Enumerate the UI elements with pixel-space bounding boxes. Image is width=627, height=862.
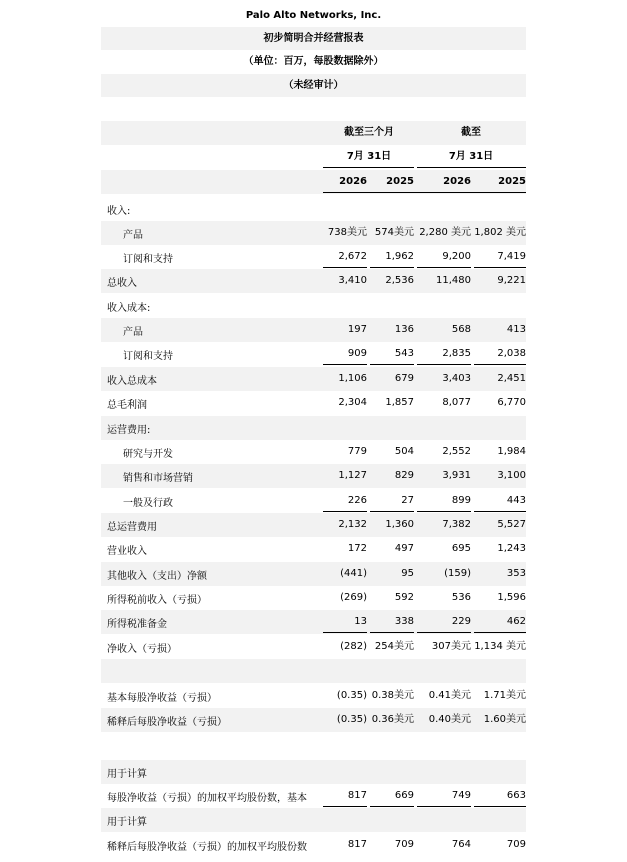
row-label: 收入总成本 xyxy=(107,375,157,387)
subtotal-rule xyxy=(474,806,526,807)
row-value-col-4: 2,038 xyxy=(497,348,526,359)
table-row xyxy=(101,221,526,245)
row-value-col-2: 574美元 xyxy=(374,227,414,238)
row-label: 净收入（亏损） xyxy=(107,643,177,655)
row-value-col-2: 95 xyxy=(401,568,414,579)
year-col-2: 2025 xyxy=(386,176,414,187)
subtotal-rule xyxy=(474,632,526,633)
row-value-col-4: 1,596 xyxy=(497,592,526,603)
table-row xyxy=(101,732,526,756)
row-value-col-4 xyxy=(474,294,526,318)
row-value-col-3 xyxy=(417,732,471,756)
row-label: 总毛利润 xyxy=(107,399,147,411)
subtotal-rule xyxy=(417,632,471,633)
row-value-col-4 xyxy=(474,760,526,784)
year-col-1: 2026 xyxy=(339,176,367,187)
row-label: 所得税准备金 xyxy=(107,618,167,630)
row-value-col-2 xyxy=(370,197,414,221)
subtotal-rule xyxy=(474,511,526,512)
row-value-col-4 xyxy=(474,732,526,756)
row-label: 用于计算 xyxy=(107,816,147,828)
table-row xyxy=(101,391,526,415)
row-value-col-4: 2,451 xyxy=(497,373,526,384)
units-note: （单位：百万，每股数据除外） xyxy=(243,56,384,67)
row-value-col-3 xyxy=(417,808,471,832)
row-value-col-1: 13 xyxy=(354,616,367,627)
row-value-col-3 xyxy=(417,760,471,784)
row-value-col-3 xyxy=(417,416,471,440)
row-value-col-3: 2,552 xyxy=(442,446,471,457)
subtotal-rule xyxy=(417,806,471,807)
row-label: 运营费用: xyxy=(107,424,151,436)
row-value-col-2: 1,360 xyxy=(385,519,414,530)
row-value-col-1: 226 xyxy=(347,495,367,506)
row-value-col-3: 3,403 xyxy=(442,373,471,384)
row-value-col-2: 543 xyxy=(394,348,414,359)
row-value-col-1 xyxy=(323,659,367,683)
subtotal-rule xyxy=(417,364,471,365)
table-row xyxy=(101,586,526,610)
row-value-col-1: 2,672 xyxy=(338,251,367,262)
row-value-col-3: 2,835 xyxy=(442,348,471,359)
row-label: 销售和市场营销 xyxy=(123,472,193,484)
row-value-col-2: 136 xyxy=(394,324,414,335)
table-row xyxy=(101,342,526,366)
row-value-col-4: 1,984 xyxy=(497,446,526,457)
row-value-col-1: (0.35) xyxy=(336,714,367,725)
table-row xyxy=(101,318,526,342)
subtotal-rule xyxy=(370,632,414,633)
row-value-col-1: 817 xyxy=(347,839,367,850)
table-row xyxy=(101,708,526,732)
row-value-col-1: 779 xyxy=(347,446,367,457)
table-row xyxy=(101,784,526,808)
row-value-col-2: 27 xyxy=(401,495,414,506)
row-value-col-1 xyxy=(323,294,367,318)
row-value-col-1: 3,410 xyxy=(338,275,367,286)
row-value-col-4: 1.71美元 xyxy=(483,690,526,701)
row-value-col-3: 307美元 xyxy=(431,641,471,652)
row-label: 其他收入（支出）净额 xyxy=(107,570,207,582)
row-value-col-3: 0.40美元 xyxy=(428,714,471,725)
row-value-col-3: 9,200 xyxy=(442,251,471,262)
row-value-col-2: 504 xyxy=(394,446,414,457)
subtotal-rule xyxy=(323,364,367,365)
row-value-col-2: 338 xyxy=(394,616,414,627)
subtotal-rule xyxy=(474,364,526,365)
row-value-col-1: 817 xyxy=(347,790,367,801)
subtotal-rule xyxy=(323,632,367,633)
row-value-col-4 xyxy=(474,659,526,683)
row-label: 订阅和支持 xyxy=(123,253,173,265)
row-value-col-2 xyxy=(370,760,414,784)
row-label: 稀释后每股净收益（亏损） xyxy=(107,716,227,728)
group2-header-line1: 截至 xyxy=(461,127,481,138)
table-row xyxy=(101,537,526,561)
group1-header-line2: 7月 31日 xyxy=(346,151,392,162)
row-value-col-3: 536 xyxy=(451,592,471,603)
row-value-col-1: 2,132 xyxy=(338,519,367,530)
row-value-col-1: 1,127 xyxy=(338,470,367,481)
row-value-col-4: 3,100 xyxy=(497,470,526,481)
table-row xyxy=(101,245,526,269)
row-value-col-4 xyxy=(474,197,526,221)
row-value-col-1: 909 xyxy=(347,348,367,359)
row-label: 收入: xyxy=(107,205,131,217)
row-value-col-4: 5,527 xyxy=(497,519,526,530)
row-value-col-4: 9,221 xyxy=(497,275,526,286)
row-value-col-1 xyxy=(323,808,367,832)
row-value-col-3: 749 xyxy=(451,790,471,801)
row-value-col-2: 0.38美元 xyxy=(371,690,414,701)
row-value-col-3: 11,480 xyxy=(436,275,471,286)
row-value-col-2: 829 xyxy=(394,470,414,481)
row-label: 收入成本: xyxy=(107,302,151,314)
row-value-col-2: 1,962 xyxy=(385,251,414,262)
row-value-col-3: 695 xyxy=(451,543,471,554)
table-row xyxy=(101,513,526,537)
row-value-col-4 xyxy=(474,416,526,440)
group1-header-line1: 截至三个月 xyxy=(344,127,394,138)
row-value-col-1 xyxy=(323,197,367,221)
row-value-col-2: 669 xyxy=(394,790,414,801)
column-header-row-2 xyxy=(101,145,526,169)
table-row xyxy=(101,833,526,857)
company-name: Palo Alto Networks, Inc. xyxy=(245,10,382,21)
table-row xyxy=(101,440,526,464)
column-header-years xyxy=(101,170,526,194)
row-value-col-4: 1,802 美元 xyxy=(474,227,526,238)
subtotal-rule xyxy=(323,806,367,807)
table-row xyxy=(101,659,526,683)
row-value-col-2 xyxy=(370,416,414,440)
row-value-col-3: 0.41美元 xyxy=(428,690,471,701)
row-value-col-2: 709 xyxy=(394,839,414,850)
report-title: 初步简明合并经营报表 xyxy=(101,27,526,50)
row-label: 每股净收益（亏损）的加权平均股份数，基本 xyxy=(107,792,307,804)
subtotal-rule xyxy=(417,267,471,268)
row-value-col-2: 497 xyxy=(394,543,414,554)
row-value-col-1: (282) xyxy=(340,641,367,652)
row-value-col-2: 1,857 xyxy=(385,397,414,408)
table-row xyxy=(101,294,526,318)
row-label: 用于计算 xyxy=(107,768,147,780)
row-value-col-3 xyxy=(417,659,471,683)
row-value-col-2 xyxy=(370,659,414,683)
year-col-3: 2026 xyxy=(443,176,471,187)
table-row xyxy=(101,610,526,634)
table-row xyxy=(101,489,526,513)
row-value-col-1 xyxy=(323,416,367,440)
row-value-col-4: 1,134 美元 xyxy=(474,641,526,652)
table-row xyxy=(101,269,526,293)
row-value-col-4: 1,243 xyxy=(497,543,526,554)
row-value-col-1: 2,304 xyxy=(338,397,367,408)
row-value-col-1: 172 xyxy=(347,543,367,554)
row-label: 一般及行政 xyxy=(123,497,173,509)
row-value-col-2 xyxy=(370,294,414,318)
row-label: 订阅和支持 xyxy=(123,350,173,362)
row-value-col-3: 8,077 xyxy=(442,397,471,408)
subtotal-rule xyxy=(417,511,471,512)
row-value-col-1: (441) xyxy=(340,568,367,579)
row-label: 产品 xyxy=(123,229,143,241)
row-value-col-3: 3,931 xyxy=(442,470,471,481)
row-label: 总收入 xyxy=(107,277,137,289)
row-value-col-3: 229 xyxy=(451,616,471,627)
subtotal-rule xyxy=(370,511,414,512)
row-value-col-2 xyxy=(370,808,414,832)
column-header-row-1 xyxy=(101,121,526,145)
row-value-col-2: 679 xyxy=(394,373,414,384)
row-value-col-1 xyxy=(323,760,367,784)
subtotal-rule xyxy=(370,364,414,365)
subtotal-rule xyxy=(474,267,526,268)
row-value-col-3 xyxy=(417,197,471,221)
row-value-col-1: 197 xyxy=(347,324,367,335)
row-label: 总运营费用 xyxy=(107,521,157,533)
year-col-4: 2025 xyxy=(498,176,526,187)
row-value-col-1: 738美元 xyxy=(327,227,367,238)
row-value-col-2: 0.36美元 xyxy=(371,714,414,725)
subtotal-rule xyxy=(323,511,367,512)
row-value-col-4: 1.60美元 xyxy=(483,714,526,725)
row-value-col-2: 2,536 xyxy=(385,275,414,286)
row-value-col-4: 709 xyxy=(506,839,526,850)
row-value-col-4: 6,770 xyxy=(497,397,526,408)
row-value-col-1: (0.35) xyxy=(336,690,367,701)
row-value-col-4: 413 xyxy=(506,324,526,335)
table-row xyxy=(101,562,526,586)
row-label: 稀释后每股净收益（亏损）的加权平均股份数 xyxy=(107,841,307,853)
subtotal-rule xyxy=(323,267,367,268)
row-value-col-4: 443 xyxy=(506,495,526,506)
row-value-col-4: 663 xyxy=(506,790,526,801)
subtotal-rule xyxy=(370,267,414,268)
row-label: 产品 xyxy=(123,326,143,338)
table-row xyxy=(101,464,526,488)
row-value-col-2 xyxy=(370,732,414,756)
row-label: 基本每股净收益（亏损） xyxy=(107,692,217,704)
row-value-col-3: 7,382 xyxy=(442,519,471,530)
table-row xyxy=(101,760,526,784)
row-value-col-2: 254美元 xyxy=(374,641,414,652)
row-value-col-3 xyxy=(417,294,471,318)
table-row xyxy=(101,808,526,832)
row-value-col-3: 899 xyxy=(451,495,471,506)
table-row xyxy=(101,416,526,440)
audit-note: （未经审计） xyxy=(101,74,526,97)
row-value-col-4: 353 xyxy=(506,568,526,579)
row-label: 研究与开发 xyxy=(123,448,173,460)
row-value-col-4: 462 xyxy=(506,616,526,627)
group1-header-rule xyxy=(323,167,414,168)
row-value-col-3: 2,280 美元 xyxy=(419,227,471,238)
row-label: 营业收入 xyxy=(107,545,147,557)
row-value-col-1 xyxy=(323,732,367,756)
row-value-col-3: (159) xyxy=(444,568,471,579)
row-label: 所得税前收入（亏损） xyxy=(107,594,207,606)
row-value-col-4 xyxy=(474,808,526,832)
row-value-col-1: (269) xyxy=(340,592,367,603)
row-value-col-3: 764 xyxy=(451,839,471,850)
table-row xyxy=(101,197,526,221)
subtotal-rule xyxy=(370,806,414,807)
table-row xyxy=(101,684,526,708)
table-row xyxy=(101,367,526,391)
row-value-col-2: 592 xyxy=(394,592,414,603)
years-rule xyxy=(323,192,526,193)
row-value-col-3: 568 xyxy=(451,324,471,335)
row-value-col-4: 7,419 xyxy=(497,251,526,262)
table-row xyxy=(101,635,526,659)
group2-header-rule xyxy=(417,167,526,168)
group2-header-line2: 7月 31日 xyxy=(448,151,494,162)
row-value-col-1: 1,106 xyxy=(338,373,367,384)
